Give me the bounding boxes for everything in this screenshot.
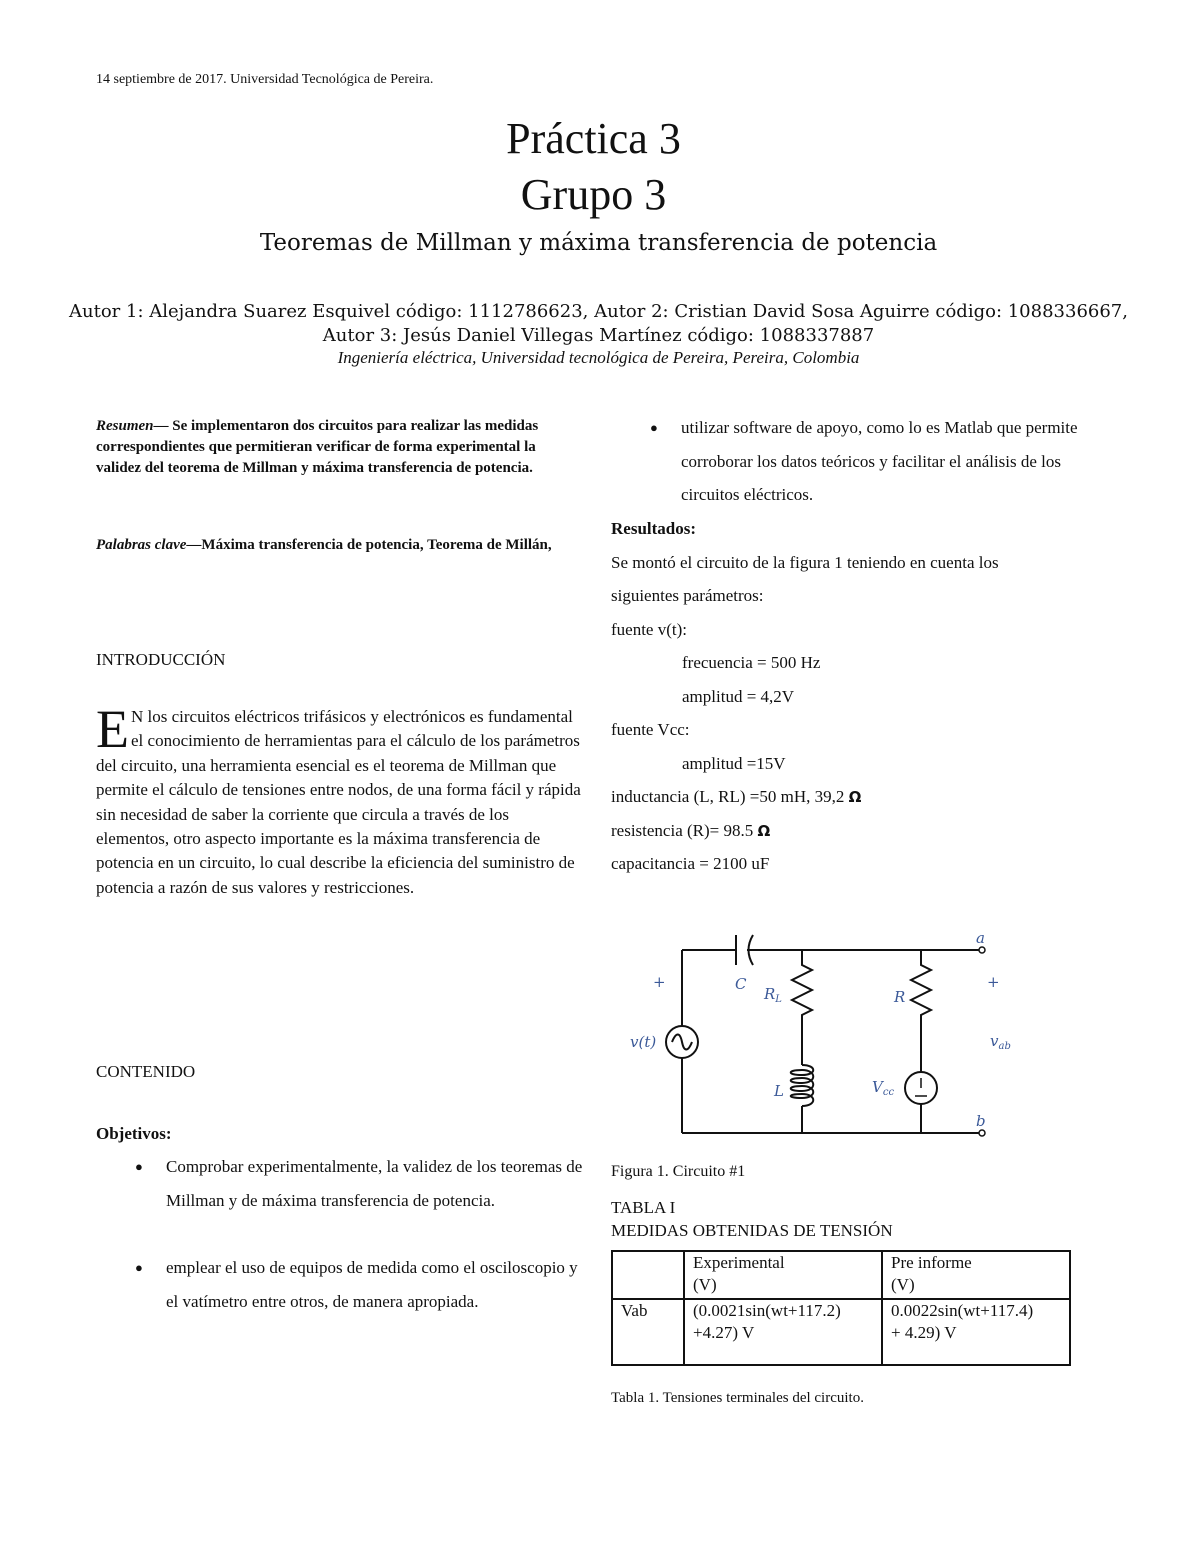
label-c: C: [735, 975, 747, 993]
paper-subtitle: Teoremas de Millman y máxima transferencia de potencia: [259, 230, 938, 256]
affiliation: Ingeniería eléctrica, Universidad tecnológica de Pereira, Pereira, Colombia: [337, 348, 860, 367]
paper-title-group: Grupo 3: [520, 170, 667, 219]
cell-preinforme-line-2: + 4.29) V: [891, 1323, 957, 1342]
circuit-diagram: [620, 920, 1020, 1145]
label-a: a: [976, 929, 985, 947]
table-title: [611, 1196, 893, 1242]
objetivos-heading: Objetivos:: [96, 1124, 172, 1143]
author-list: [0, 300, 1197, 348]
header-preinforme-unit: (V): [891, 1275, 915, 1294]
objective-item: [135, 1251, 586, 1318]
table-row: [612, 1299, 1070, 1365]
label-vcc-sub: cc: [882, 1087, 895, 1098]
header-experimental-label: Experimental: [693, 1253, 785, 1272]
param-amplitud-v: amplitud = 4,2V: [682, 686, 795, 706]
cell-preinforme: [882, 1299, 1070, 1365]
label-b: b: [976, 1112, 986, 1130]
objective-text: emplear el uso de equipos de medida como el osciloscopio y el vatímetro entre otros, de manera apropiada.: [166, 1258, 578, 1311]
label-rl-sub: L: [775, 994, 782, 1005]
intro-text: N los circuitos eléctricos trifásicos y electrónicos es fundamental el conocimiento de herramientas para el cálculo de los parámetros del circuito, una herramienta esencial es el teorema de Millman que permite el cálculo de tensiones entre nodos, de una forma fácil y rápida sin necesidad de saber la corriente que circula a través de los elementos, otro aspecto importante es la máxima transferencia de potencia en un circuito, lo cual describe la eficiencia del suministro de potencia a razón de sus valores y restricciones.: [96, 707, 581, 897]
results-section: [611, 512, 1111, 881]
cell-experimental: [684, 1299, 882, 1365]
resistor-r-icon: [911, 950, 931, 1072]
param-capacitancia: capacitancia = 2100 uF: [611, 854, 770, 873]
param-amplitud-vcc: amplitud =15V: [682, 753, 786, 773]
abstract: [96, 416, 576, 479]
label-rl: [763, 985, 782, 1005]
label-plus-right: +: [987, 973, 1000, 991]
resistor-rl-icon: [792, 950, 812, 1065]
label-vab-main: v: [990, 1032, 999, 1050]
table-title-line-2: MEDIDAS OBTENIDAS DE TENSIÓN: [611, 1221, 893, 1240]
results-intro-line: Se montó el circuito de la figura 1 teniendo en cuenta los: [611, 552, 999, 572]
running-header: 14 septiembre de 2017. Universidad Tecnológica de Pereira.: [96, 72, 434, 87]
param-inductancia-text: inductancia (L, RL) =50 mH, 39,2: [611, 787, 849, 806]
ohm-symbol: Ω: [757, 821, 771, 840]
results-heading: Resultados:: [611, 519, 697, 538]
bullet-icon: ●: [135, 1159, 143, 1174]
voltage-table: [611, 1250, 1071, 1366]
label-vcc-main: V: [872, 1078, 883, 1096]
cell-experimental-line-1: (0.0021sin(wt+117.2): [693, 1301, 841, 1320]
inductor-coil-icon: [791, 1065, 814, 1106]
objective-text: utilizar software de apoyo, como lo es Matlab que permite corroborar los datos teóricos y facilitar el análisis de los circuitos eléctricos.: [681, 418, 1078, 504]
label-vab-sub: ab: [998, 1041, 1011, 1052]
param-fuente-v: fuente v(t):: [611, 619, 687, 639]
table-caption: Tabla 1. Tensiones terminales del circuito.: [611, 1390, 864, 1406]
param-resistencia: [611, 814, 1111, 848]
abstract-text: — Se implementaron dos circuitos para realizar las medidas correspondientes que permitieran verificar de forma experimental la validez del teorema de Millman y máxima transferencia de potencia.: [96, 418, 539, 476]
label-l: L: [774, 1082, 784, 1100]
paper-title: Práctica 3: [506, 114, 681, 163]
terminal-b-icon: [979, 1130, 985, 1136]
table-header-row: [612, 1251, 1070, 1299]
header-preinforme-label: Pre informe: [891, 1253, 972, 1272]
keywords: [96, 535, 576, 556]
param-frecuencia: frecuencia = 500 Hz: [682, 653, 821, 672]
label-r: R: [894, 988, 906, 1006]
header-experimental-unit: (V): [693, 1275, 717, 1294]
keywords-text: —Máxima transferencia de potencia, Teorema de Millán,: [186, 537, 552, 553]
row-label-vab: Vab: [612, 1299, 684, 1365]
keywords-label: Palabras clave: [96, 537, 187, 553]
drop-cap: E: [96, 699, 129, 759]
label-plus-left: +: [653, 973, 666, 991]
figure-caption: Figura 1. Circuito #1: [611, 1163, 746, 1180]
sine-wave-icon: [672, 1035, 692, 1050]
header-cell-experimental: [684, 1251, 882, 1299]
objective-text: Comprobar experimentalmente, la validez de los teoremas de Millman y de máxima transferencia de potencia.: [166, 1157, 583, 1210]
intro-heading: INTRODUCCIÓN: [96, 650, 226, 669]
label-vab: [990, 1032, 1011, 1052]
terminal-a-icon: [979, 947, 985, 953]
header-cell-preinforme: [882, 1251, 1070, 1299]
author-line-2: Autor 3: Jesús Daniel Villegas Martínez código: 1088337887: [322, 325, 875, 346]
bullet-icon: ●: [135, 1260, 143, 1275]
param-fuente-vcc: fuente Vcc:: [611, 720, 690, 739]
label-vt: v(t): [630, 1033, 657, 1051]
contenido-heading: CONTENIDO: [96, 1062, 196, 1081]
bullet-icon: ●: [650, 420, 658, 435]
param-resistencia-text: resistencia (R)= 98.5: [611, 820, 758, 840]
intro-paragraph: [96, 699, 582, 900]
label-vcc: [872, 1078, 894, 1098]
objective-item: [135, 1150, 586, 1217]
abstract-label: Resumen: [96, 418, 154, 434]
cell-preinforme-line-1: 0.0022sin(wt+117.4): [891, 1301, 1034, 1320]
ohm-symbol: Ω: [848, 788, 862, 806]
author-line-1: Autor 1: Alejandra Suarez Esquivel código: 1112786623, Autor 2: Cristian David Sosa Aguirre código: 1088336667,: [69, 301, 1128, 322]
results-intro-line: siguientes parámetros:: [611, 586, 764, 605]
label-rl-main: R: [764, 985, 776, 1003]
param-inductancia: [611, 780, 1111, 814]
cell-experimental-line-2: +4.27) V: [693, 1323, 755, 1342]
objective-item: [650, 411, 1101, 512]
header-cell-empty: [612, 1251, 684, 1299]
table-title-line-1: TABLA I: [611, 1198, 676, 1217]
